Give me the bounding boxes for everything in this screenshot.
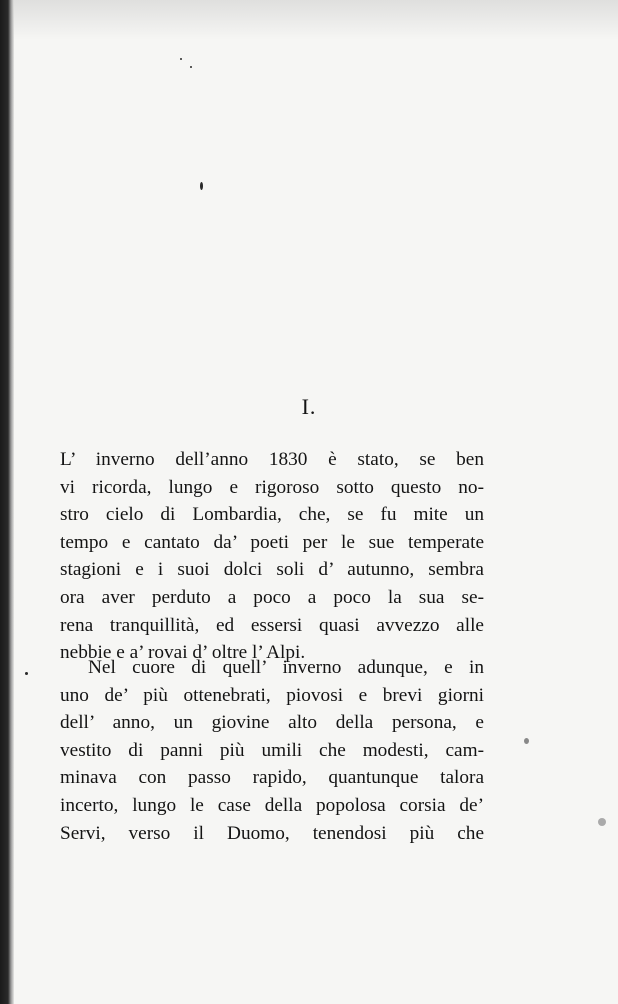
ink-speck bbox=[190, 66, 192, 68]
binding-edge bbox=[0, 0, 14, 1004]
text-line: Nel cuore di quell’ inverno adunque, e in bbox=[88, 657, 484, 678]
page-shadow bbox=[14, 0, 618, 40]
paragraph-2 bbox=[60, 654, 484, 847]
ink-speck bbox=[25, 672, 28, 675]
paragraph-1 bbox=[60, 446, 484, 667]
chapter-heading: I. bbox=[301, 394, 317, 419]
text-line: ora aver perduto a poco a poco la sua se- bbox=[60, 586, 484, 608]
ink-speck bbox=[180, 58, 182, 60]
ink-speck bbox=[524, 738, 529, 744]
text-line: rena tranquillità, ed essersi quasi avvezzo alle bbox=[60, 614, 484, 636]
text-line: stro cielo di Lombardia, che, se fu mite un bbox=[60, 504, 484, 526]
text-line: vi ricorda, lungo e rigoroso sotto questo no- bbox=[60, 476, 484, 498]
ink-speck bbox=[200, 182, 203, 190]
text-line: Servi, verso il Duomo, tenendosi più che bbox=[60, 822, 484, 844]
text-line: uno de’ più ottenebrati, piovosi e brevi giorni bbox=[60, 684, 484, 706]
ink-speck bbox=[598, 818, 606, 826]
text-line: incerto, lungo le case della popolosa corsia de’ bbox=[60, 794, 484, 816]
text-line: nebbie e a’ rovai d’ oltre l’ Alpi. bbox=[60, 642, 306, 664]
text-line: vestito di panni più umili che modesti, cam- bbox=[60, 739, 484, 761]
text-line: stagioni e i suoi dolci soli d’ autunno, sembra bbox=[60, 559, 484, 581]
text-line: L’ inverno dell’anno 1830 è stato, se ben bbox=[60, 449, 484, 470]
text-line: minava con passo rapido, quantunque talora bbox=[60, 767, 484, 789]
text-line: tempo e cantato da’ poeti per le sue temperate bbox=[60, 531, 484, 553]
text-line: dell’ anno, un giovine alto della persona, e bbox=[60, 712, 484, 734]
